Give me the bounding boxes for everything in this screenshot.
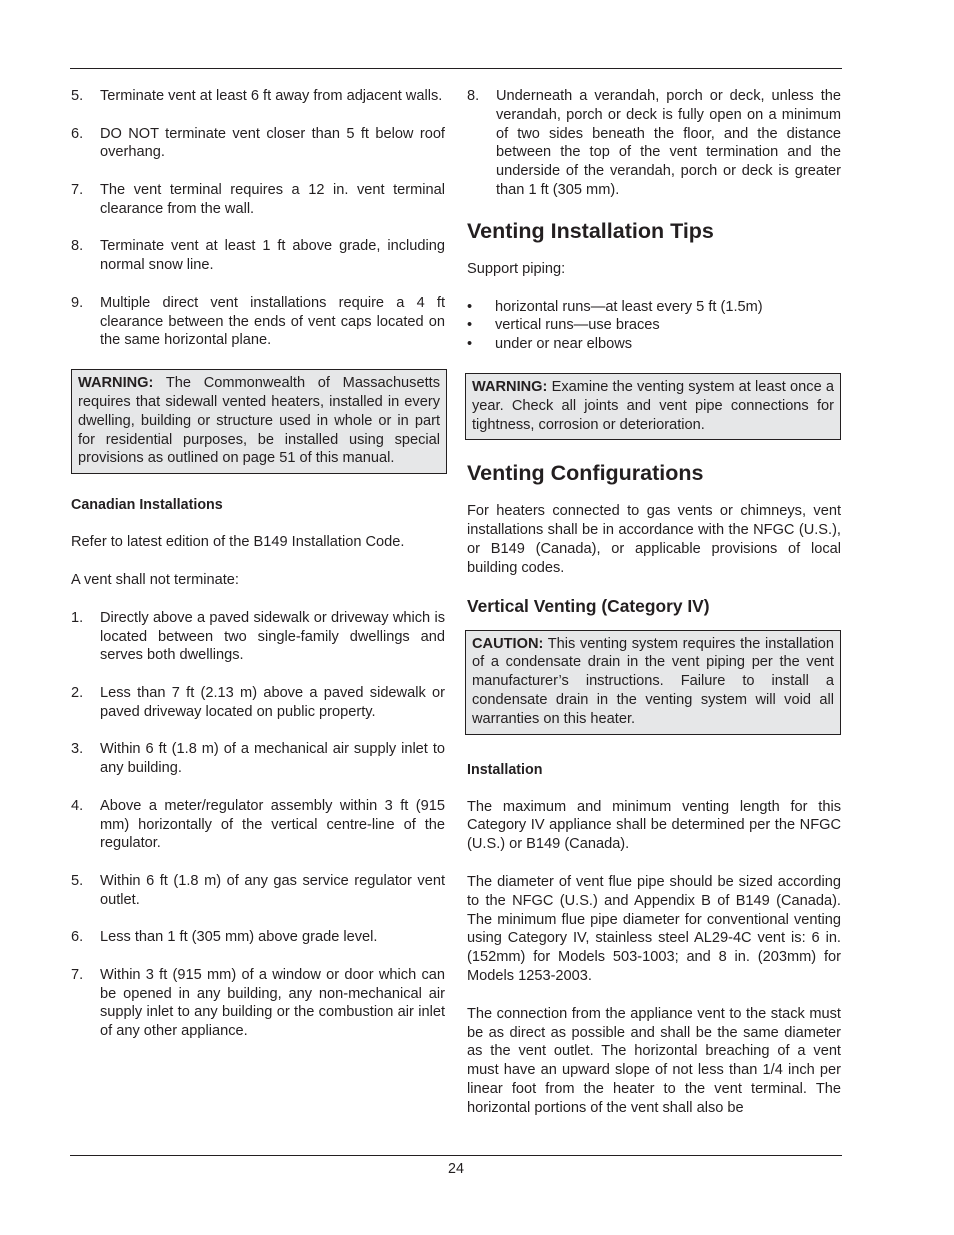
list-item-text: Directly above a paved sidewalk or driveway which is located between two single-family dwellings and serves both dwellings. [100, 609, 445, 664]
list-item [71, 684, 445, 722]
vertical-venting-heading: Vertical Venting (Category IV) [467, 595, 710, 616]
list-item-number: 2. [71, 684, 84, 701]
list-item-number: 4. [71, 797, 84, 814]
list-item-number: 6. [71, 125, 84, 142]
installation-heading: Installation [467, 761, 543, 778]
condensate-caution-box [465, 630, 841, 735]
list-item [71, 966, 445, 1041]
list-item-text: Less than 7 ft (2.13 m) above a paved sidewalk or paved driveway located on public property. [100, 684, 445, 720]
bullet-item [467, 316, 841, 335]
list-item-number: 7. [71, 181, 84, 198]
venting-warning-box [465, 373, 841, 440]
list-item-text: Above a meter/regulator assembly within 3 ft (915 mm) horizontally of the vertical centre-line of the regulator. [100, 797, 445, 852]
bullet-item [467, 298, 841, 317]
venting-installation-tips-heading: Venting Installation Tips [467, 218, 714, 243]
list-item-text: Within 6 ft (1.8 m) of any gas service regulator vent outlet. [100, 872, 445, 908]
list-item-number: 7. [71, 966, 84, 983]
left-column [71, 87, 445, 1041]
list-item-number: 5. [71, 88, 84, 104]
list-item [71, 872, 445, 910]
list-item [71, 797, 445, 853]
list-item-text: Terminate vent at least 1 ft above grade, including normal snow line. [100, 238, 445, 274]
list-item-text: DO NOT terminate vent closer than 5 ft below roof overhang. [100, 125, 445, 161]
list-item-number: 1. [71, 609, 84, 626]
list-item-number: 3. [71, 741, 84, 758]
list-item [467, 87, 841, 200]
bullet-item [467, 335, 841, 354]
list-item [71, 740, 445, 778]
list-item-text: Multiple direct vent installations require a 4 ft clearance between the ends of vent caps located on the same horizontal plane. [100, 294, 445, 349]
venting-length-text: The maximum and minimum venting length for this Category IV appliance shall be determined per the NFGC (U.S.) or B149 (Canada). [467, 798, 841, 853]
warning-text: Examine the venting system at least once a year. Check all joints and vent pipe connections for tightness, corrosion or deterioration. [472, 378, 834, 433]
list-item-text: Less than 1 ft (305 mm) above grade level. [100, 929, 378, 946]
venting-configurations-text: For heaters connected to gas vents or chimneys, vent installations shall be in accordance with the NFGC (U.S.), or B149 (Canada), or applicable provisions of local building codes. [467, 503, 841, 576]
caution-label: CAUTION: [472, 635, 544, 652]
list-item-text: Terminate vent at least 6 ft away from adjacent walls. [100, 88, 443, 104]
bullet-text: horizontal runs—at least every 5 ft (1.5m) [495, 298, 763, 315]
bullet-marker: • [467, 336, 473, 353]
clearance-list [71, 87, 445, 350]
canadian-restriction-list [71, 609, 445, 1041]
bottom-rule [70, 1155, 842, 1156]
bullet-text: under or near elbows [495, 336, 633, 353]
bullet-marker: • [467, 317, 473, 334]
list-item [71, 928, 445, 947]
list-item-number: 9. [71, 294, 84, 311]
list-item [71, 237, 445, 275]
flue-diameter-text: The diameter of vent flue pipe should be sized according to the NFGC (U.S.) and Appendix B of B149 (Canada). The minimum flue pipe diameter for conventional venting using Category IV, stainless steel AL29-4C vent is: 6 in. (152mm) for Models 503-1003; and 8 in. (203mm) for Models 1253-2003. [467, 873, 841, 984]
massachusetts-warning-box [71, 369, 447, 474]
list-item [71, 294, 445, 350]
vent-connection-text: The connection from the appliance vent to the stack must be as direct as possible and shall be the same diameter as the vent outlet. The horizontal breaching of a vent must have an upward slope of not less than 1/4 inch per linear foot from the heater to the vent terminal. The horizontal portions of the vent shall also be [467, 1005, 841, 1116]
list-item-text: The vent terminal requires a 12 in. vent terminal clearance from the wall. [100, 181, 445, 217]
bullet-text: vertical runs—use braces [495, 317, 660, 334]
list-item-text: Underneath a verandah, porch or deck, unless the verandah, porch or deck is fully open on a minimum of two sides beneath the floor, and the distance between the top of the vent termination and the underside of the verandah, porch or deck is greater than 1 ft (305 mm). [496, 88, 841, 198]
canadian-refer-text: Refer to latest edition of the B149 Installation Code. [71, 534, 405, 551]
warning-text: The Commonwealth of Massachusetts requires that sidewall vented heaters, installed in every dwelling, building or structure used in whole or in part for residential purposes, be installed using special provisions as outlined on page 51 of this manual. [78, 375, 440, 467]
list-item [71, 87, 445, 106]
right-column [467, 87, 841, 1117]
list-item-number: 6. [71, 929, 84, 946]
list-item [71, 181, 445, 219]
warning-label: WARNING: [78, 375, 154, 392]
bullet-marker: • [467, 298, 473, 315]
canadian-installations-heading: Canadian Installations [71, 497, 223, 514]
list-item-number: 8. [467, 88, 480, 104]
caution-text: This venting system requires the installation of a condensate drain in the vent piping per the vent manufacturer’s instructions. Failure to install a condensate drain in the venting system will void all warranties on this heater. [472, 635, 834, 727]
support-piping-bullets [467, 298, 841, 354]
support-piping-text: Support piping: [467, 260, 566, 277]
page-number: 24 [448, 1161, 464, 1177]
top-rule [70, 68, 842, 69]
list-item-number: 8. [71, 238, 84, 255]
list-item [71, 609, 445, 665]
list-item-text: Within 3 ft (915 mm) of a window or door which can be opened in any building, any non-mechanical air supply inlet to any building or the combustion air inlet of any other appliance. [100, 966, 445, 1040]
list-item-text: Within 6 ft (1.8 m) of a mechanical air supply inlet to any building. [100, 741, 445, 777]
list-item-number: 5. [71, 872, 84, 889]
canadian-intro-text: A vent shall not terminate: [71, 571, 239, 588]
list-item [71, 125, 445, 163]
warning-label: WARNING: [472, 378, 548, 395]
venting-configurations-heading: Venting Configurations [467, 461, 704, 486]
